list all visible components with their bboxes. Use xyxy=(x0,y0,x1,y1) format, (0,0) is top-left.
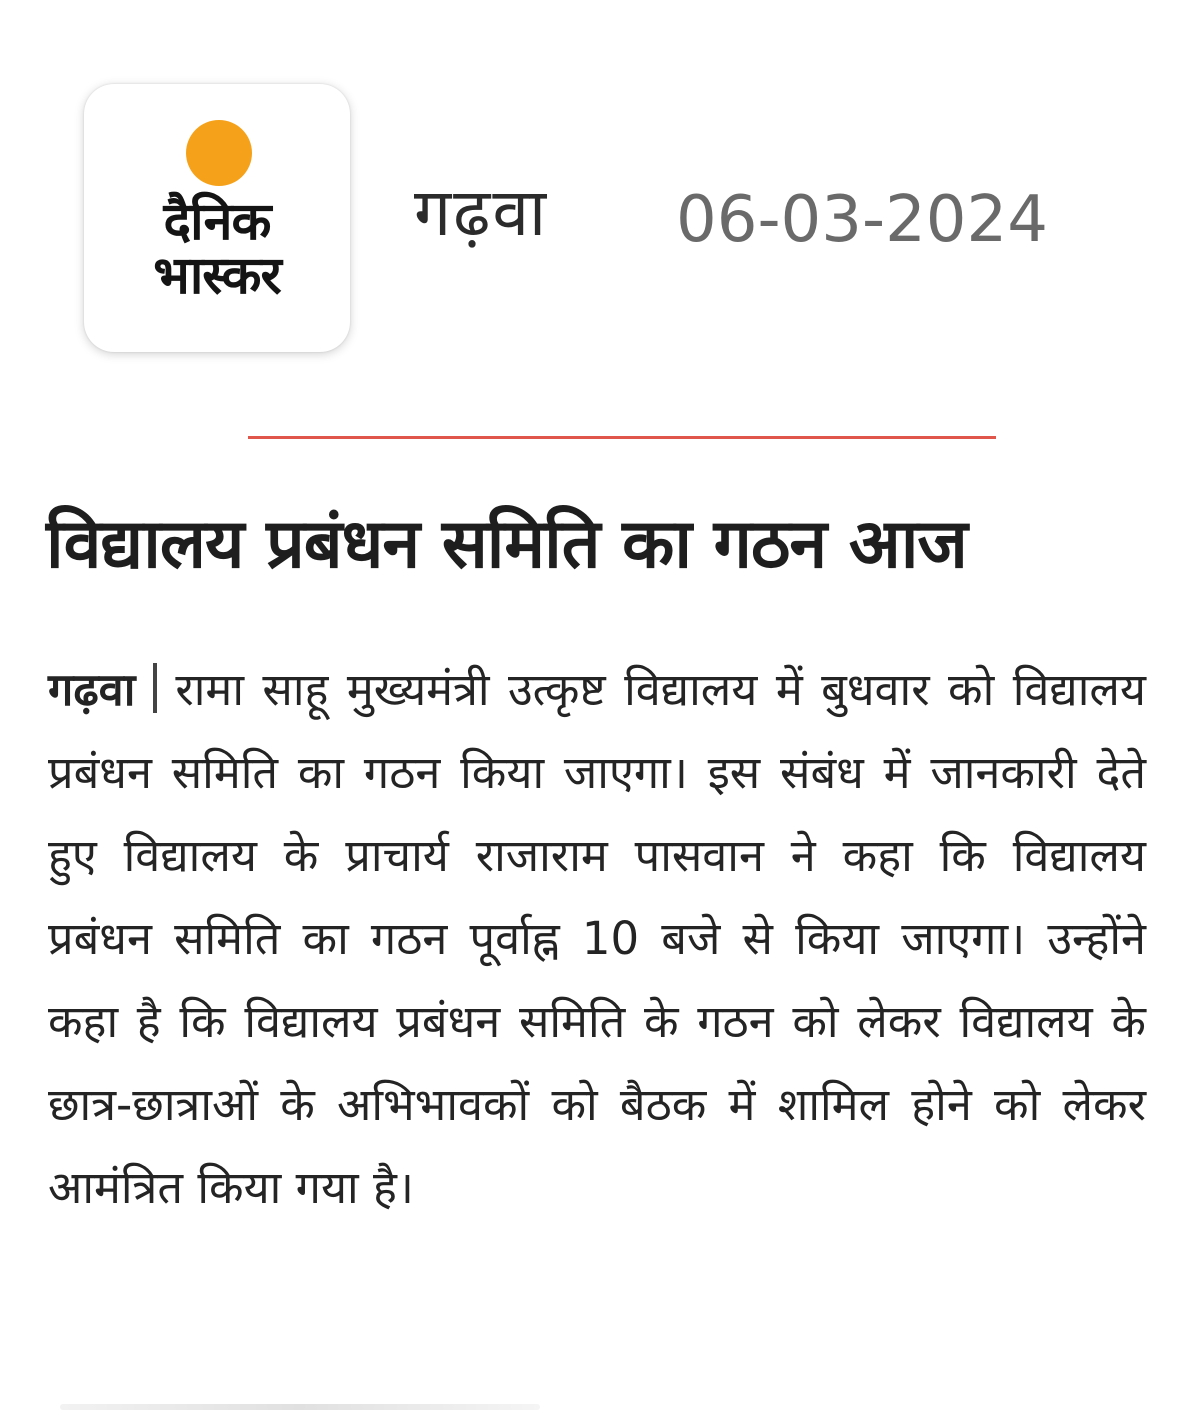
sun-icon xyxy=(186,120,252,186)
article-body xyxy=(48,648,1146,1229)
article-headline: विद्यालय प्रबंधन समिति का गठन आज xyxy=(46,505,967,584)
edition-date: 06-03-2024 xyxy=(676,183,1048,257)
cropped-next-line xyxy=(60,1404,540,1410)
clipping-header xyxy=(0,0,1200,400)
dateline-separator xyxy=(153,663,157,713)
article-text: रामा साहू मुख्यमंत्री उत्कृष्ट विद्यालय में बुधवार को विद्यालय प्रबंधन समिति का गठन किया जाएगा। इस संबंध में जानकारी देते हुए विद्यालय के प्राचार्य राजाराम पासवान ने कहा कि विद्यालय प्रबंधन समिति का गठन पूर्वाह्न 10 बजे से किया जाएगा। उन्होंने कहा है कि विद्यालय प्रबंधन समिति के गठन को लेकर विद्यालय के छात्र-छात्राओं के अभिभावकों को बैठक में शामिल होने को लेकर आमंत्रित किया गया है। xyxy=(48,663,1146,1214)
header-divider xyxy=(248,436,996,439)
edition-city: गढ़वा xyxy=(414,174,549,251)
article-dateline: गढ़वा xyxy=(48,663,136,716)
newspaper-logo xyxy=(84,84,350,352)
logo-text-line1: दैनिक xyxy=(163,192,271,252)
logo-text-line2: भास्कर xyxy=(153,246,281,306)
